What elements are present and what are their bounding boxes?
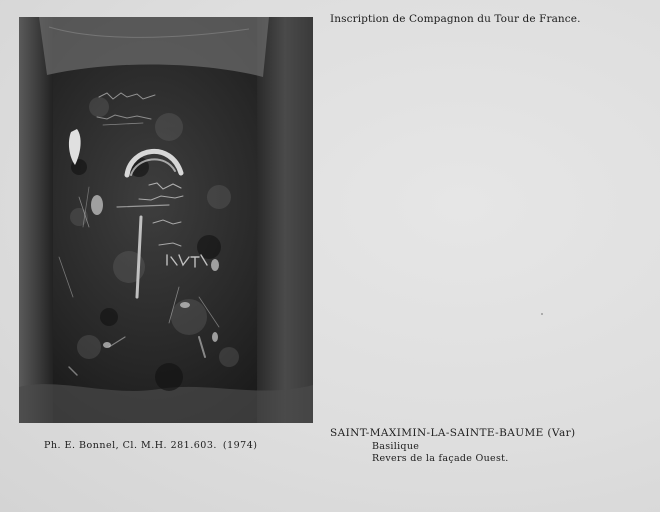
photo-credit: [44, 440, 257, 451]
inscription-photo: [19, 17, 313, 423]
paper-speck: [541, 313, 543, 315]
location-place: SAINT-MAXIMIN-LA-SAINTE-BAUME (Var): [330, 427, 576, 439]
credit-text: Ph. E. Bonnel, Cl. M.H. 281.603.: [44, 440, 217, 451]
location-building: Basilique: [372, 441, 420, 452]
photo-caption: Inscription de Compagnon du Tour de France.: [330, 13, 581, 25]
location-detail: Revers de la façade Ouest.: [372, 453, 509, 464]
credit-year: (1974): [222, 440, 258, 451]
